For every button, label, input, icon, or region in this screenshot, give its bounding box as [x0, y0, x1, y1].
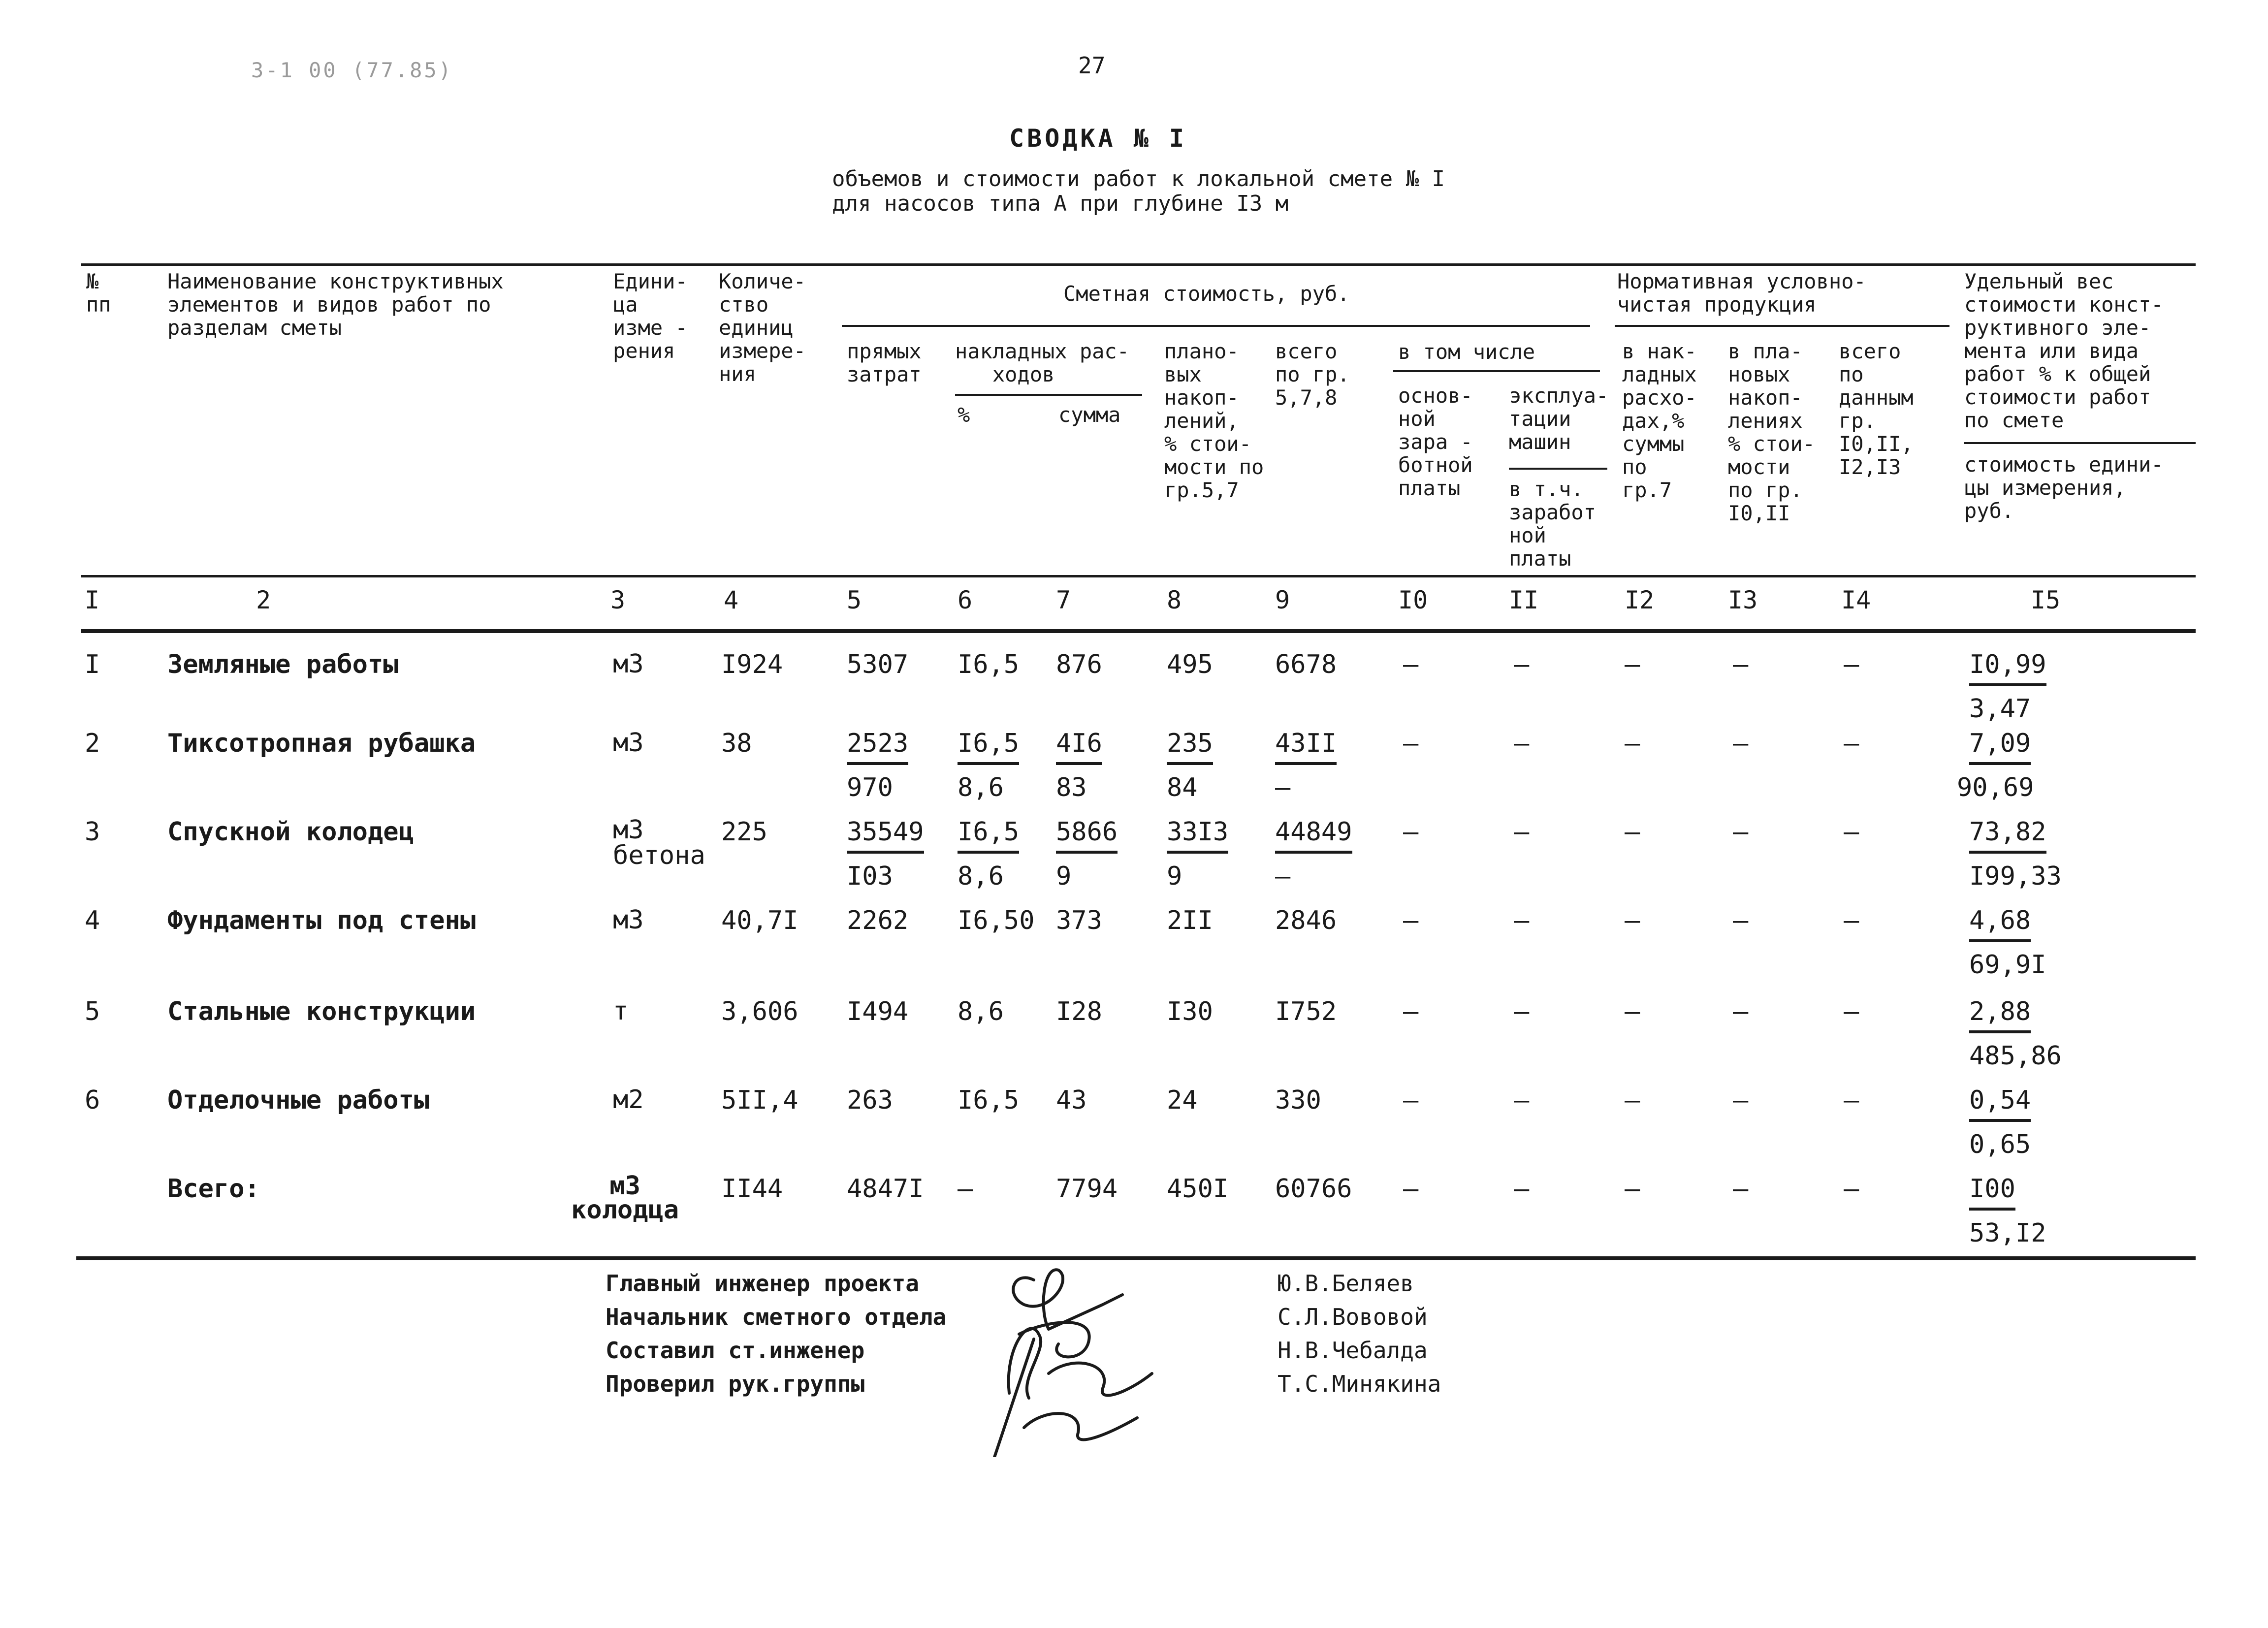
col-number-12: I2	[1625, 586, 1655, 614]
header-col-2: Наименование конструктивных элементов и видов работ по разделам сметы	[167, 269, 504, 340]
row-unit: м2	[613, 1085, 644, 1115]
row-unit: м3	[613, 649, 644, 679]
header-bottom-rule	[81, 575, 2196, 577]
cell-overhead-percent: I6,5	[958, 817, 1019, 854]
row-unit: т	[613, 996, 629, 1026]
document-title: СВОДКА № I	[1009, 124, 1187, 153]
cell-col-12: –	[1625, 729, 1640, 758]
cell-weight-percent: 73,82	[1969, 817, 2046, 854]
cell-col-14: –	[1844, 1085, 1859, 1115]
cell-col-10: –	[1403, 729, 1419, 758]
cell-overhead-percent: I6,5	[958, 650, 1020, 679]
col-number-2: 2	[256, 586, 271, 614]
subtitle-line-2: для насосов типа А при глубине I3 м	[832, 191, 1289, 216]
col-number-14: I4	[1841, 586, 1871, 614]
cell-direct-costs-wage: 970	[847, 773, 893, 802]
cell-total-5-7-8: 43II	[1275, 729, 1337, 765]
cell-total-5-7-8: 2846	[1275, 906, 1337, 935]
cell-total-5-7-8: 60766	[1275, 1174, 1352, 1204]
cell-direct-costs: 5307	[847, 650, 909, 679]
cell-planned-savings: 2II	[1167, 906, 1213, 935]
row-name: Тиксотропная рубашка	[167, 729, 476, 758]
page-number: 27	[1078, 52, 1106, 79]
cell-unit-cost: 0,65	[1969, 1130, 2031, 1159]
header-col-9: всего по гр. 5,7,8	[1275, 339, 1350, 410]
cell-total-5-7-8: I752	[1275, 997, 1337, 1026]
cell-total-wage: –	[1275, 862, 1291, 891]
cell-col-10: –	[1403, 650, 1419, 679]
cell-weight-percent: I00	[1969, 1174, 2015, 1211]
cell-direct-costs: 263	[847, 1085, 893, 1115]
col-number-5: 5	[847, 586, 862, 614]
cell-total-5-7-8: 330	[1275, 1085, 1321, 1115]
col-number-13: I3	[1728, 586, 1758, 614]
cell-planned-savings: I30	[1167, 997, 1213, 1026]
col-number-15: I5	[2031, 586, 2061, 614]
cell-col-11: –	[1514, 1174, 1530, 1204]
row-quantity: 3,606	[721, 997, 799, 1026]
nakl-group-rule	[955, 394, 1142, 396]
cell-overhead-sum: I28	[1056, 997, 1102, 1026]
cell-col-13: –	[1733, 906, 1749, 935]
cell-planned-savings: 450I	[1167, 1174, 1229, 1204]
row-number: 4	[85, 906, 100, 935]
cell-direct-costs: 35549	[847, 817, 924, 854]
cell-unit-cost: I99,33	[1969, 862, 2062, 891]
cell-col-10: –	[1403, 906, 1419, 935]
cell-col-12: –	[1625, 817, 1640, 847]
signature-name: Н.В.Чебалда	[1278, 1337, 1428, 1364]
cell-total-wage: –	[1275, 773, 1291, 802]
cell-weight-percent: 4,68	[1969, 906, 2031, 942]
cell-col-11: –	[1514, 650, 1530, 679]
cell-col-14: –	[1844, 1174, 1859, 1204]
header-col-3: Едини- ца изме - рения	[613, 269, 688, 363]
cell-col-10: –	[1403, 817, 1419, 847]
signature-role: Начальник сметного отдела	[606, 1304, 947, 1330]
header-col-4: Количе- ство единиц измере- ния	[719, 269, 806, 386]
cell-unit-cost: 485,86	[1969, 1041, 2062, 1071]
cell-col-13: –	[1733, 650, 1749, 679]
smeta-group-rule	[842, 325, 1590, 327]
signature-name: Ю.В.Беляев	[1278, 1270, 1414, 1297]
cell-total-5-7-8: 6678	[1275, 650, 1337, 679]
cell-overhead-sum-wage: 83	[1056, 773, 1087, 802]
cell-planned-savings: 33I3	[1167, 817, 1228, 854]
cell-col-13: –	[1733, 729, 1749, 758]
cell-planned-savings: 495	[1167, 650, 1213, 679]
cell-unit-cost: 90,69	[1957, 773, 2034, 802]
col-11-split-rule	[1509, 468, 1607, 470]
header-col-12: в нак- ладных расхо- дах,% суммы по гр.7	[1622, 339, 1697, 503]
row-unit: м3 колодца	[571, 1171, 679, 1225]
cell-direct-costs: 2523	[847, 729, 908, 765]
cell-unit-cost: 3,47	[1969, 694, 2031, 724]
row-number: 2	[85, 729, 100, 758]
cell-weight-percent: 2,88	[1969, 997, 2031, 1033]
cell-total-5-7-8: 44849	[1275, 817, 1352, 854]
cell-direct-costs: 4847I	[847, 1174, 924, 1204]
cell-direct-costs-wage: I03	[847, 862, 893, 891]
cell-unit-cost: 69,9I	[1969, 950, 2046, 980]
header-nakl-group: накладных рас- ходов	[955, 339, 1130, 387]
cell-overhead-sum: 4I6	[1056, 729, 1102, 765]
subtitle-line-1: объемов и стоимости работ к локальной смете № I	[832, 166, 1445, 192]
col-number-7: 7	[1056, 586, 1071, 614]
cell-col-13: –	[1733, 997, 1749, 1026]
signature-role: Проверил рук.группы	[606, 1371, 865, 1397]
header-col-7: сумма	[1058, 403, 1121, 427]
col-15-split-rule	[1964, 442, 2196, 444]
cell-overhead-percent: I6,5	[958, 729, 1019, 765]
row-unit: м3	[613, 905, 644, 935]
cell-direct-costs: I494	[847, 997, 909, 1026]
col-number-10: I0	[1398, 586, 1428, 614]
row-name: Спускной колодец	[167, 817, 414, 847]
header-col-13: в пла- новых накоп- лениях % стои- мости по гр. I0,II	[1728, 339, 1816, 526]
cell-col-14: –	[1844, 729, 1859, 758]
cell-col-10: –	[1403, 997, 1419, 1026]
row-quantity: II44	[721, 1174, 783, 1204]
document-stamp: 3-1 00 (77.85)	[251, 58, 453, 82]
cell-direct-costs: 2262	[847, 906, 909, 935]
row-quantity: 5II,4	[721, 1085, 799, 1115]
header-col-10: основ- ной зара - ботной платы	[1398, 383, 1473, 501]
cell-overhead-sum: 373	[1056, 906, 1102, 935]
cell-col-13: –	[1733, 1085, 1749, 1115]
header-col-14: всего по данным гр. I0,II, I2,I3	[1839, 339, 1914, 479]
header-top-rule	[81, 263, 2196, 266]
col-number-3: 3	[610, 586, 626, 614]
row-number: 6	[85, 1085, 100, 1115]
cell-col-12: –	[1625, 1085, 1640, 1115]
cell-col-12: –	[1625, 1174, 1640, 1204]
row-quantity: 38	[721, 729, 752, 758]
col-number-8: 8	[1167, 586, 1182, 614]
cell-weight-percent: 7,09	[1969, 729, 2031, 765]
cell-overhead-sum-wage: 9	[1056, 862, 1072, 891]
cell-col-12: –	[1625, 650, 1640, 679]
row-number: I	[85, 650, 100, 679]
header-col-6: %	[958, 403, 970, 427]
row-name: Фундаменты под стены	[167, 906, 476, 935]
cell-overhead-percent-wage: 8,6	[958, 773, 1004, 802]
cell-col-11: –	[1514, 906, 1530, 935]
cell-planned-savings-wage: 84	[1167, 773, 1198, 802]
signature-name: С.Л.Вововой	[1278, 1304, 1428, 1330]
header-v-tom-chisle: в том числе	[1398, 340, 1535, 364]
header-smeta-group: Сметная стоимость, руб.	[1063, 282, 1350, 306]
row-number: 3	[85, 817, 100, 847]
column-numbers-rule	[81, 629, 2196, 633]
col-number-6: 6	[958, 586, 973, 614]
header-norm-group: Нормативная условно- чистая продукция	[1617, 269, 1866, 317]
cell-col-14: –	[1844, 650, 1859, 679]
cell-col-13: –	[1733, 817, 1749, 847]
signature-name: Т.С.Минякина	[1278, 1371, 1441, 1397]
cell-weight-percent: I0,99	[1969, 650, 2046, 686]
cell-col-14: –	[1844, 817, 1859, 847]
cell-planned-savings: 24	[1167, 1085, 1198, 1115]
col-number-4: 4	[724, 586, 739, 614]
row-name: Земляные работы	[167, 650, 399, 679]
col-number-1: I	[85, 586, 100, 614]
signature-role: Главный инженер проекта	[606, 1270, 919, 1297]
cell-col-12: –	[1625, 906, 1640, 935]
cell-col-14: –	[1844, 997, 1859, 1026]
col-number-9: 9	[1275, 586, 1290, 614]
cell-col-10: –	[1403, 1085, 1419, 1115]
header-col-1: № пп	[86, 269, 111, 317]
total-label: Всего:	[167, 1174, 260, 1204]
cell-overhead-percent-wage: 8,6	[958, 862, 1004, 891]
cell-unit-cost: 53,I2	[1969, 1218, 2046, 1248]
cell-col-11: –	[1514, 729, 1530, 758]
row-name: Отделочные работы	[167, 1085, 430, 1115]
cell-planned-savings-wage: 9	[1167, 862, 1182, 891]
header-col-8: плано- вых накоп- лений, % стои- мости по гр.5,7	[1164, 339, 1264, 503]
cell-col-13: –	[1733, 1174, 1749, 1204]
row-quantity: I924	[721, 650, 783, 679]
cell-col-10: –	[1403, 1174, 1419, 1204]
row-unit: м3 бетона	[613, 815, 705, 870]
header-col-5: прямых затрат	[847, 339, 922, 387]
header-col-11-top: эксплуа- тации машин	[1509, 383, 1609, 454]
cell-overhead-sum: 7794	[1056, 1174, 1118, 1204]
header-col-11-bottom: в т.ч. заработ ной платы	[1509, 477, 1597, 571]
header-col-15-bottom: стоимость едини- цы измерения, руб.	[1964, 452, 2164, 523]
cell-overhead-sum: 5866	[1056, 817, 1118, 854]
row-quantity: 40,7I	[721, 906, 799, 935]
cell-overhead-sum: 43	[1056, 1085, 1087, 1115]
handwritten-signatures-image	[975, 1250, 1270, 1457]
v-tom-chisle-rule	[1393, 370, 1600, 372]
cell-col-11: –	[1514, 817, 1530, 847]
cell-overhead-percent: –	[958, 1174, 973, 1204]
cell-weight-percent: 0,54	[1969, 1085, 2031, 1122]
header-col-15-top: Удельный вес стоимости конст- руктивного эле- мента или вида работ % к общей стоимости работ по смете	[1964, 269, 2164, 433]
row-number: 5	[85, 997, 100, 1026]
cell-overhead-percent: I6,5	[958, 1085, 1020, 1115]
cell-overhead-percent: I6,50	[958, 906, 1035, 935]
signature-role: Составил ст.инженер	[606, 1337, 865, 1364]
cell-overhead-sum: 876	[1056, 650, 1102, 679]
cell-col-12: –	[1625, 997, 1640, 1026]
col-number-11: II	[1509, 586, 1539, 614]
cell-col-11: –	[1514, 997, 1530, 1026]
cell-col-11: –	[1514, 1085, 1530, 1115]
cell-col-14: –	[1844, 906, 1859, 935]
row-name: Стальные конструкции	[167, 997, 476, 1026]
norm-group-rule	[1615, 325, 1949, 327]
cell-planned-savings: 235	[1167, 729, 1213, 765]
cell-overhead-percent: 8,6	[958, 997, 1004, 1026]
row-unit: м3	[613, 728, 644, 758]
row-quantity: 225	[721, 817, 767, 847]
